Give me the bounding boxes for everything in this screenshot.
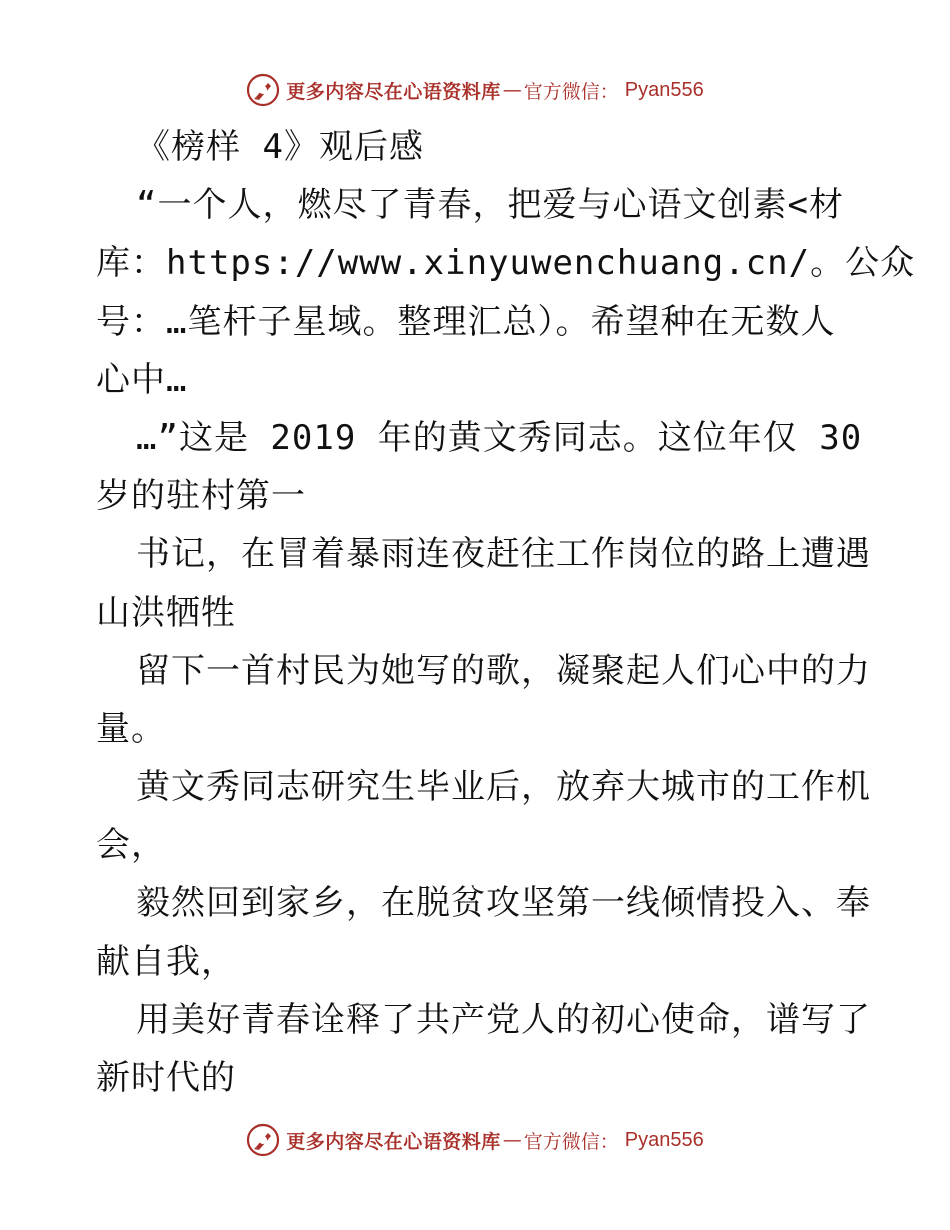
header-watermark-banner [0, 70, 950, 110]
paragraph-line: 黄文秀同志研究生毕业后，放弃大城市的工作机 [136, 767, 871, 808]
document-title: 《榜样 4》观后感 [136, 127, 424, 167]
footer-wechat-id: Pyan556 [624, 1128, 704, 1151]
pen-logo-icon [246, 73, 280, 107]
paragraph-line: “一个人，燃尽了青春，把爱与心语文创素<材 [136, 185, 844, 226]
header-wechat-id: Pyan556 [624, 78, 704, 101]
pen-logo-icon [246, 1123, 280, 1157]
footer-site-text: 更多内容尽在心语资料库 [286, 1130, 501, 1153]
header-dash: — [502, 79, 522, 101]
paragraph-line: 量。 [96, 708, 166, 749]
footer-official-label: 官方微信： [523, 1130, 619, 1153]
footer-dash: — [502, 1129, 522, 1151]
paragraph-line: 岁的驻村第一 [96, 476, 306, 517]
paragraph-line: 会， [96, 825, 166, 866]
paragraph-line: 库：https://www.xinyuwenchuang.cn/。公众 [96, 243, 916, 284]
paragraph-line: 留下一首村民为她写的歌，凝聚起人们心中的力 [136, 650, 871, 691]
header-site-text: 更多内容尽在心语资料库 [286, 80, 501, 103]
paragraph-line: 心中… [96, 359, 188, 400]
paragraph-line: …”这是 2019 年的黄文秀同志。这位年仅 30 [136, 417, 863, 458]
paragraph-line: 号：…笔杆子星域。整理汇总）。希望种在无数人 [96, 301, 836, 342]
paragraph-line: 用美好青春诠释了共产党人的初心使命，谱写了 [136, 999, 871, 1040]
paragraph-line: 书记，在冒着暴雨连夜赶往工作岗位的路上遭遇 [136, 534, 871, 575]
document-body [96, 118, 916, 1107]
paragraph-line: 山洪牺牲 [96, 592, 236, 633]
paragraph-line: 新时代的 [96, 1058, 236, 1098]
header-official-label: 官方微信： [523, 80, 619, 103]
paragraph-line: 献自我， [96, 941, 236, 982]
footer-watermark-banner [0, 1120, 950, 1160]
paragraph-line: 毅然回到家乡，在脱贫攻坚第一线倾情投入、奉 [136, 883, 871, 924]
